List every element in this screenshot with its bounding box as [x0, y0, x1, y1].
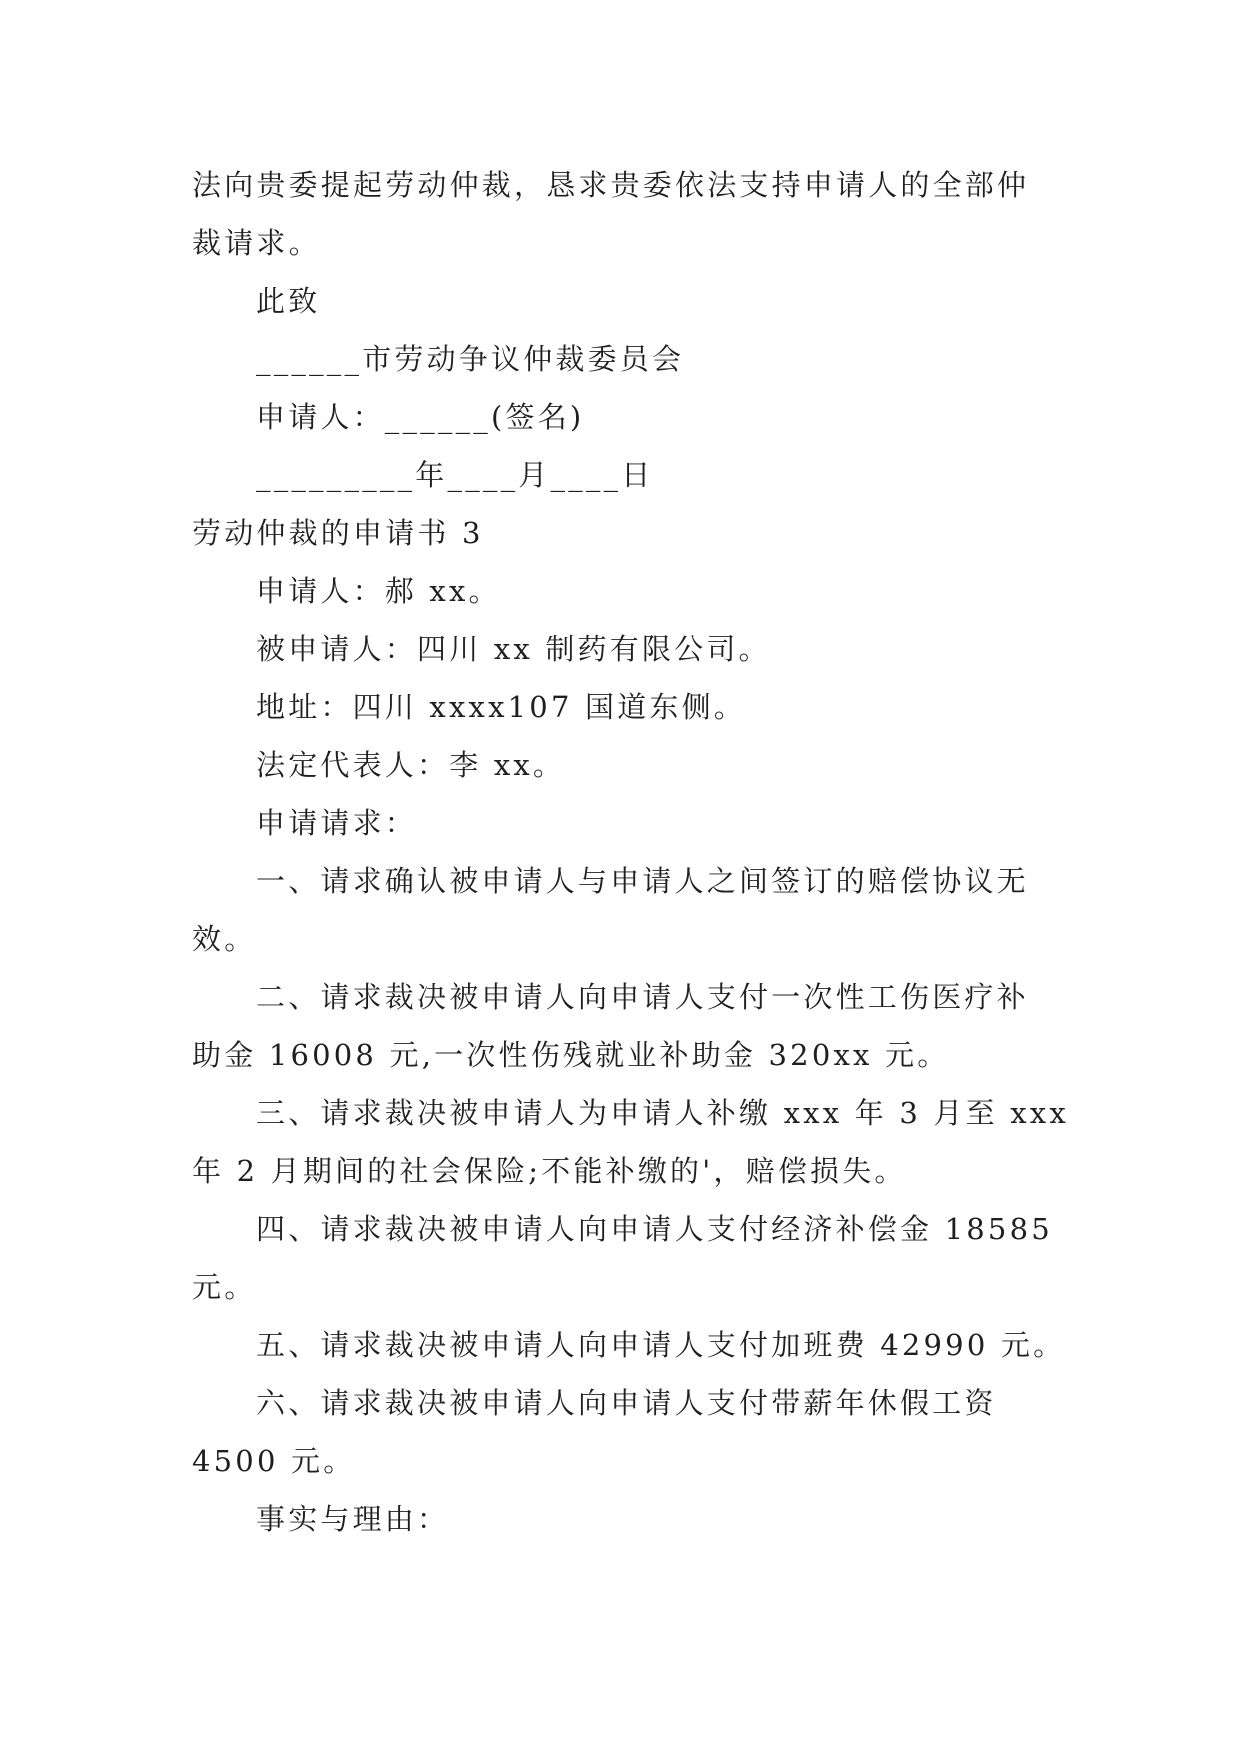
text-line: 裁请求。: [192, 226, 321, 260]
text-line: 年 2 月期间的社会保险;不能补缴的'，赔偿损失。: [192, 1154, 907, 1188]
text-line: 事实与理由：: [256, 1502, 450, 1536]
text-line: 一、请求确认被申请人与申请人之间签订的赔偿协议无: [256, 864, 1029, 898]
section-heading: 劳动仲裁的申请书 3: [192, 516, 484, 550]
text-line: 三、请求裁决被申请人为申请人补缴 xxx 年 3 月至 xxx: [256, 1096, 1069, 1130]
text-line: _________年____月____日: [256, 458, 654, 492]
text-line: 效。: [192, 922, 257, 956]
text-line: 4500 元。: [192, 1444, 356, 1478]
text-line: 四、请求裁决被申请人向申请人支付经济补偿金 18585: [256, 1212, 1053, 1246]
text-line: 元。: [192, 1270, 257, 1304]
text-line: 五、请求裁决被申请人向申请人支付加班费 42990 元。: [256, 1328, 1066, 1362]
text-line: 法定代表人：李 xx。: [256, 748, 566, 782]
text-line: 助金 16008 元,一次性伤残就业补助金 320xx 元。: [192, 1038, 950, 1072]
text-line: 被申请人：四川 xx 制药有限公司。: [256, 632, 771, 666]
text-line: 申请请求：: [256, 806, 418, 840]
text-line: 法向贵委提起劳动仲裁，恳求贵委依法支持申请人的全部仲: [192, 168, 1030, 202]
text-line: 申请人：郝 xx。: [256, 574, 501, 608]
text-line: 此致: [256, 284, 321, 318]
text-line: 二、请求裁决被申请人向申请人支付一次性工伤医疗补: [256, 980, 1029, 1014]
text-line: 地址：四川 xxxx107 国道东侧。: [256, 690, 747, 724]
text-line: ______市劳动争议仲裁委员会: [256, 342, 685, 376]
text-line: 申请人：______(签名): [256, 400, 585, 434]
text-line: 六、请求裁决被申请人向申请人支付带薪年休假工资: [256, 1386, 997, 1420]
